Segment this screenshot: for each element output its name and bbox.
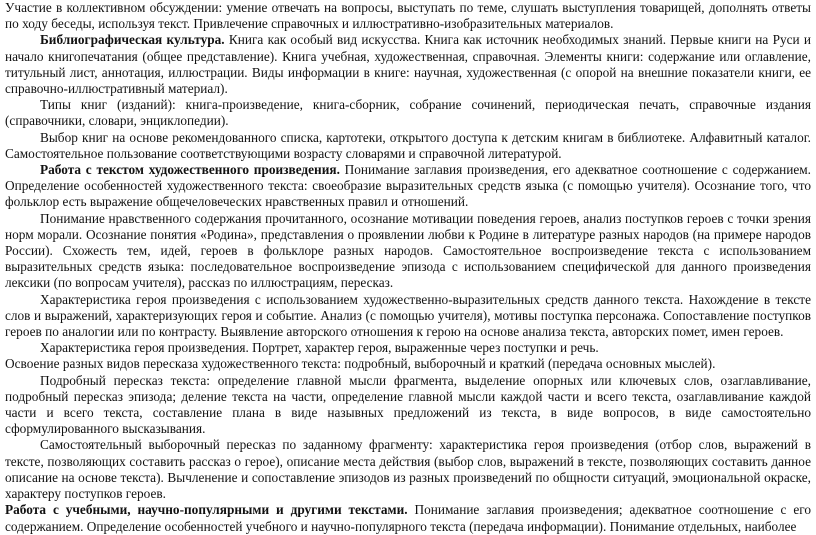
paragraph-text: Понимание нравственного содержания прочитанного, осознание мотивации поведения героев, анализ поступков героев с точки зрения норм морали. Осознание понятия «Родина», представления о проявлении любви к Родине в литературе разных народов (на примере народов России). Схожесть тем, идей, героев в фольклоре разных народов. Самостоятельное воспроизведение текста с использованием выразительных средств языка: последовательное воспроизведение эпизода с использованием специфической для данного произведения лексики (по вопросам учителя), рассказ по иллюстрациям, пересказ. (5, 210, 811, 291)
section-heading: Работа с учебными, научно-популярными и другими текстами. (5, 502, 408, 518)
paragraph-text: Типы книг (изданий): книга-произведение, книга-сборник, собрание сочинений, периодическая печать, справочные издания (справочники, словари, энциклопедии). (5, 97, 811, 129)
paragraph-detailed-retelling (5, 373, 811, 438)
paragraph-book-choice (5, 130, 811, 162)
paragraph-text: Самостоятельный выборочный пересказ по заданному фрагменту: характеристика героя произведения (отбор слов, выражений в тексте, позволяющих составить рассказ о герое), описание места действия (выбор слов, выражений в тексте, позволяющих составить данное описание на основе текста). Вычленение и сопоставление эпизодов из разных произведений по общности ситуаций, эмоциональной окраске, характеру поступков героев. (5, 437, 811, 502)
paragraph-text: Понимание заглавия произведения; адекватное соотношение с его содержанием. Определение особенностей учебного и научно-популярного текста (передача информации). Понимание отдельных, наиболее (5, 502, 811, 534)
paragraph-text: Освоение разных видов пересказа художественного текста: подробный, выборочный и краткий (передача основных мыслей). (5, 356, 716, 372)
paragraph-text: Характеристика героя произведения. Портрет, характер героя, выраженные через поступки и речь. (40, 340, 599, 356)
paragraph-hero-portrait (5, 340, 811, 356)
paragraph-educational-texts (5, 502, 811, 534)
paragraph-text: Участие в коллективном обсуждении: умение отвечать на вопросы, выступать по теме, слушать выступления товарищей, дополнять ответы по ходу беседы, используя текст. Привлечение справочных и иллюстративно-изобразительных материалов. (5, 0, 811, 32)
paragraph-work-with-text (5, 162, 811, 211)
section-heading: Библиографическая культура. (40, 32, 225, 48)
paragraph-text: Понимание заглавия произведения, его адекватное соотношение с содержанием. Определение особенностей художественного текста: своеобразие выразительных средств языка (с помощью учителя). Осознание того, что фольклор есть выражение общечеловеческих нравственных правил и отношений. (5, 162, 812, 210)
paragraph-retelling-types (5, 356, 811, 372)
paragraph-text: Книга как особый вид искусства. Книга как источник необходимых знаний. Первые книги на Руси и начало книгопечатания (общее представление). Книга учебная, художественная, справочная. Элементы книги: содержание или оглавление, титульный лист, аннотация, иллюстрации. Виды информации в книге: научная, художественная (с опорой на внешние показатели книги, ее справочно-иллюстративный материал). (5, 32, 811, 97)
paragraph-bibliographic-culture (5, 32, 811, 97)
paragraph-text: Подробный пересказ текста: определение главной мысли фрагмента, выделение опорных или ключевых слов, озаглавливание, подробный пересказ эпизода; деление текста на части, определение главной мысли каждой части и всего текста, озаглавливание каждой части и всего текста, составление плана в виде назывных предложений из текста, в виде вопросов, в виде самостоятельно сформулированного высказывания. (5, 372, 811, 437)
paragraph-hero-characteristic (5, 292, 811, 341)
paragraph-selective-retelling (5, 437, 811, 502)
paragraph-text: Характеристика героя произведения с использованием художественно-выразительных средств данного текста. Нахождение в тексте слов и выражений, характеризующих героя и событие. Анализ (с помощью учителя), мотивы поступка персонажа. Сопоставление поступков героев по аналогии или по контрасту. Выявление авторского отношения к герою на основе анализа текста, авторских помет, имен героев. (5, 291, 811, 340)
paragraph-discussion (5, 0, 811, 32)
paragraph-book-types (5, 97, 811, 129)
paragraph-moral-content (5, 211, 811, 292)
paragraph-text: Выбор книг на основе рекомендованного списка, картотеки, открытого доступа к детским книгам в библиотеке. Алфавитный каталог. Самостоятельное пользование соответствующими возрасту словарями и справочной литературой. (5, 129, 811, 161)
section-heading: Работа с текстом художественного произведения. (40, 162, 340, 178)
